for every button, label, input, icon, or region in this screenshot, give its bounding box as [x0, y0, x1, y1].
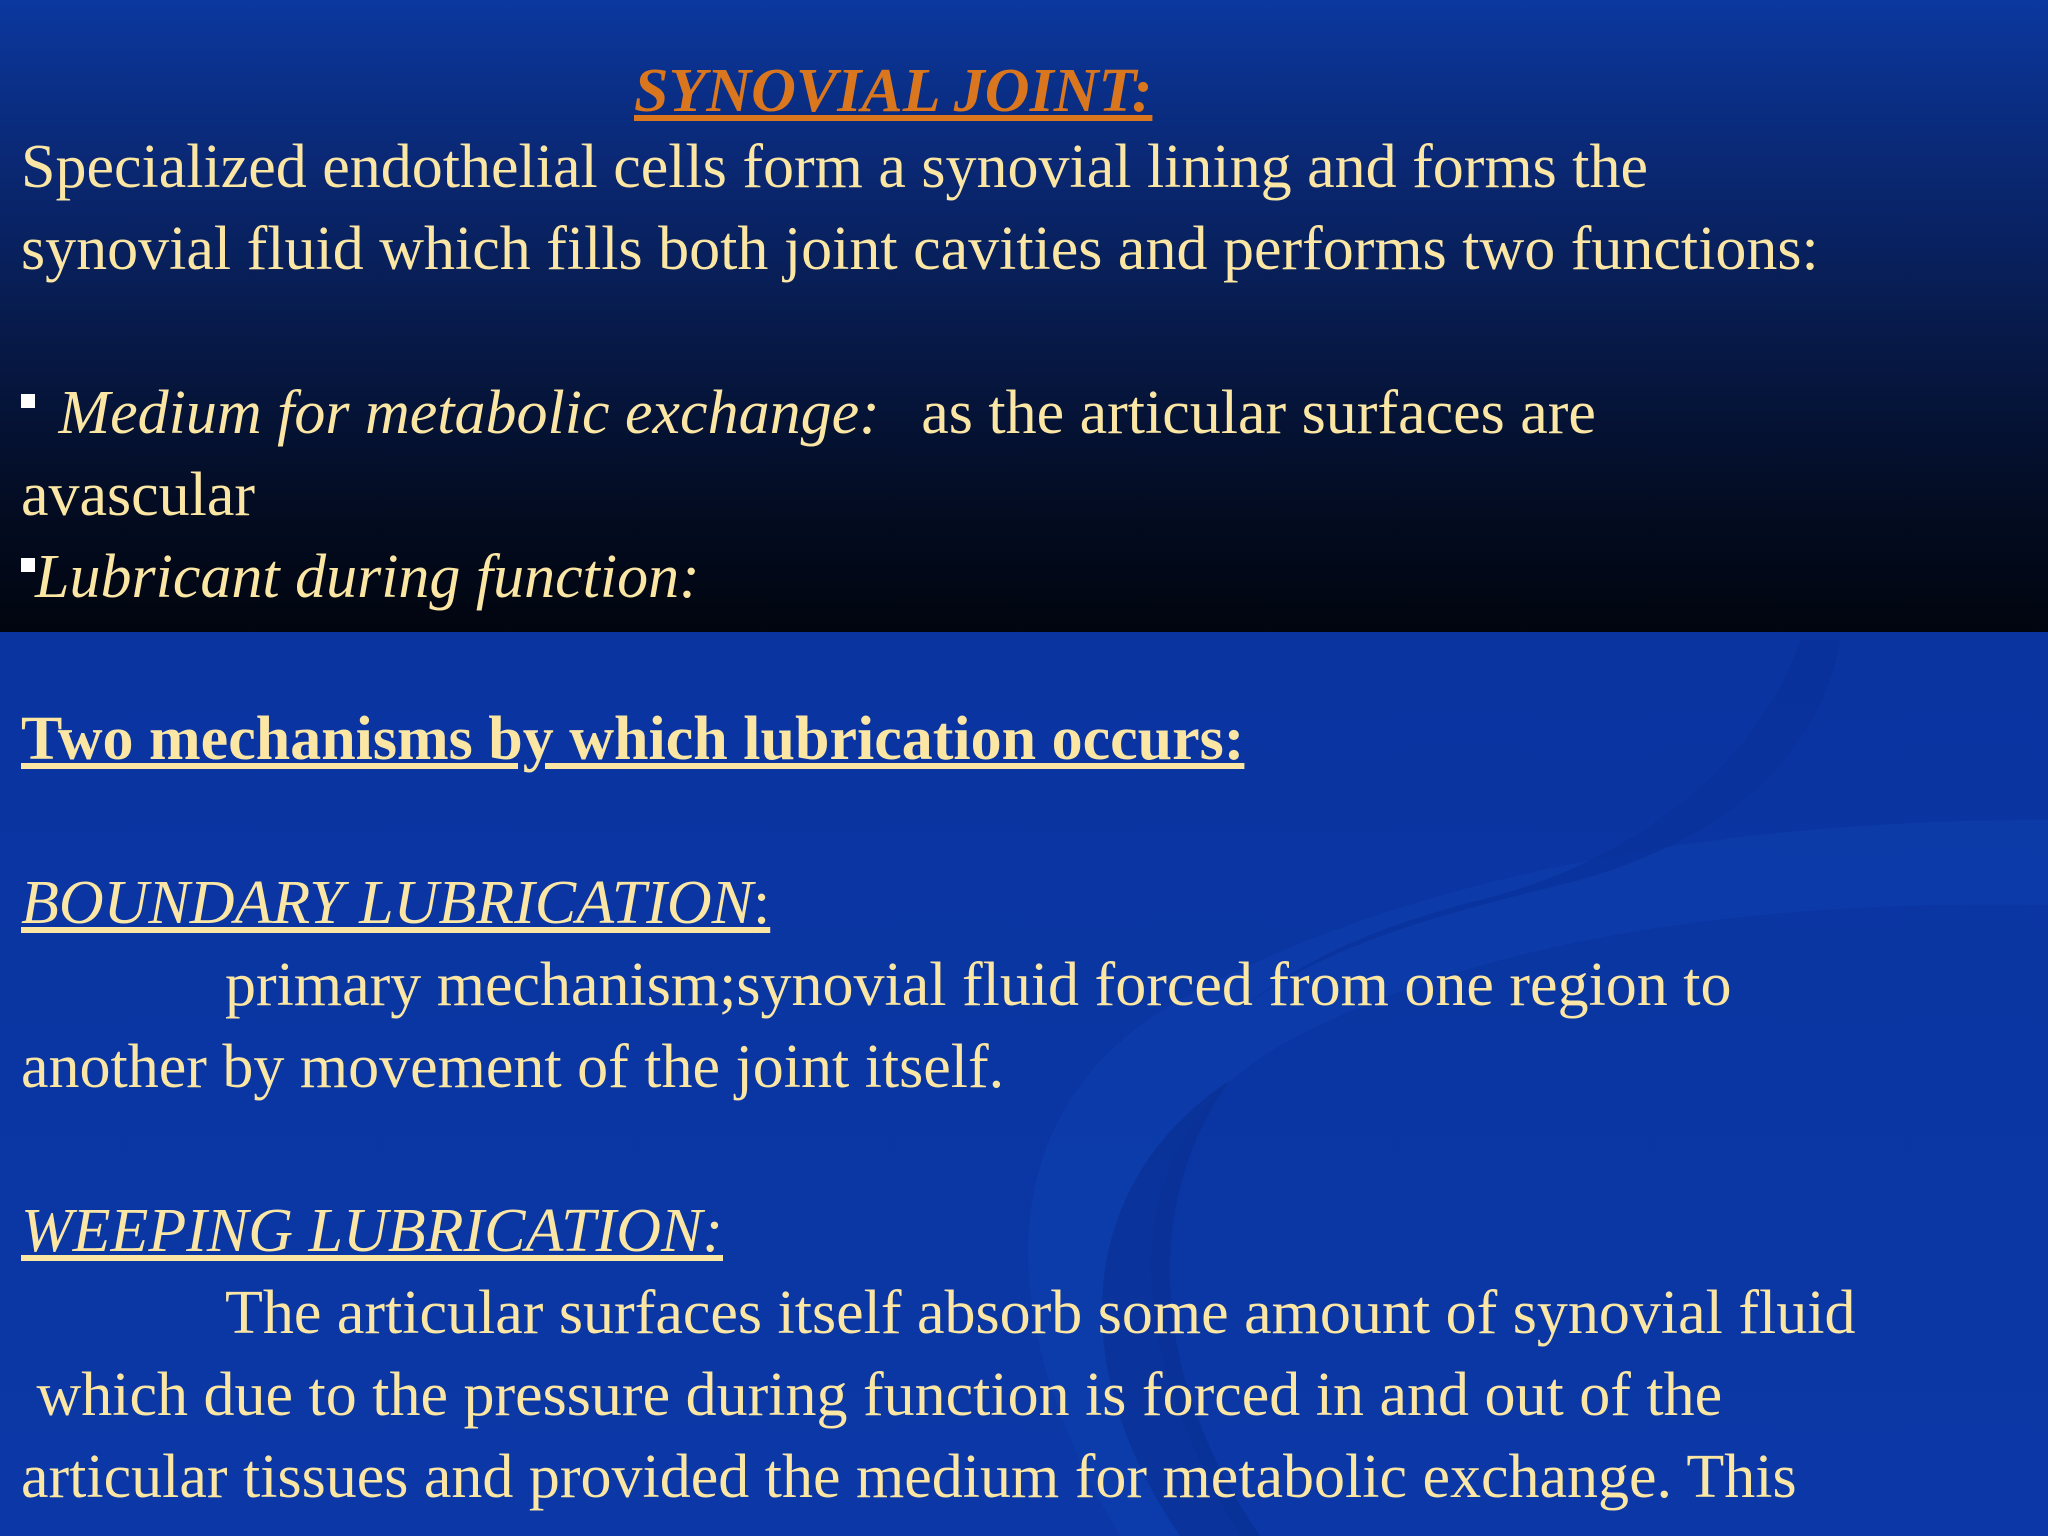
boundary-heading: BOUNDARY LUBRICATION: [21, 869, 753, 937]
function-item-2: [21, 536, 700, 618]
square-bullet-icon: [21, 394, 35, 408]
weeping-line-3: articular tissues and provided the medium for metabolic exchange. This: [21, 1443, 1797, 1511]
slide-title: SYNOVIAL JOINT:: [634, 57, 1153, 125]
weeping-line-2: which due to the pressure during function is forced in and out of the: [21, 1361, 1723, 1429]
intro-line-2: synovial fluid which fills both joint cavities and performs two functions:: [21, 215, 1819, 283]
boundary-colon: :: [752, 869, 771, 937]
function-1-term: Medium for metabolic exchange:: [58, 379, 880, 447]
square-bullet-icon: [21, 558, 35, 572]
boundary-heading-line: [21, 862, 770, 944]
function-1-text: as the articular surfaces are: [921, 379, 1596, 447]
weeping-heading: WEEPING LUBRICATION:: [21, 1197, 724, 1265]
boundary-line-2: another by movement of the joint itself.: [21, 1033, 1005, 1101]
function-1-continuation: avascular: [21, 461, 256, 529]
mechanisms-heading: Two mechanisms by which lubrication occurs:: [21, 705, 1245, 773]
intro-line-1: Specialized endothelial cells form a synovial lining and forms the: [21, 133, 1649, 201]
weeping-line-1: The articular surfaces itself absorb some amount of synovial fluid: [225, 1279, 1856, 1347]
function-2-term: Lubricant during function:: [35, 543, 700, 611]
function-item-1: [21, 372, 1596, 454]
boundary-line-1: primary mechanism;synovial fluid forced from one region to: [225, 951, 1732, 1019]
